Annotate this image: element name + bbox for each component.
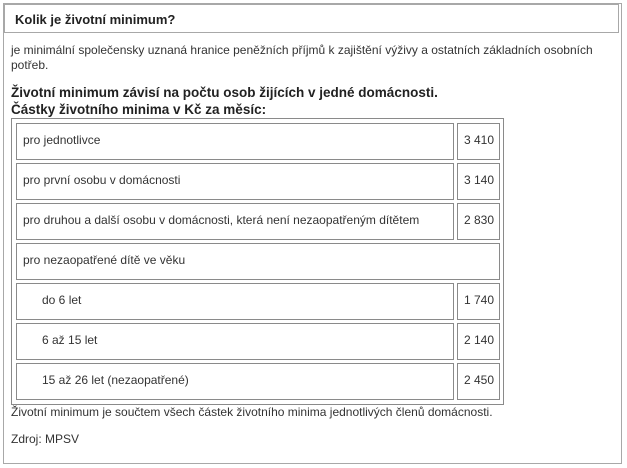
table-row-label: pro jednotlivce bbox=[16, 123, 454, 160]
minimum-table bbox=[11, 118, 504, 405]
section-heading-2: Částky životního minima v Kč za měsíc: bbox=[11, 102, 267, 117]
page-title: Kolik je životní minimum? bbox=[15, 12, 176, 27]
table-row-label: pro první osobu v domácnosti bbox=[16, 163, 454, 200]
table-row-group-label: pro nezaopatřené dítě ve věku bbox=[16, 243, 500, 280]
table-row-label: 6 až 15 let bbox=[16, 323, 454, 360]
section-heading-1: Životní minimum závisí na počtu osob žijících v jedné domácnosti. bbox=[11, 85, 438, 100]
table-row-value: 2 140 bbox=[457, 323, 500, 360]
source-label: Zdroj: MPSV bbox=[11, 432, 80, 446]
table-row-value: 2 450 bbox=[457, 363, 500, 400]
intro-text: je minimální společensky uznaná hranice peněžních příjmů k zajištění výživy a ostatních základních osobních potřeb. bbox=[11, 43, 593, 72]
table-row-label: pro druhou a další osobu v domácnosti, která není nezaopatřeným dítětem bbox=[16, 203, 454, 240]
footer-note: Životní minimum je součtem všech částek životního minima jednotlivých členů domácnosti. bbox=[11, 405, 493, 419]
table-row-value: 3 410 bbox=[457, 123, 500, 160]
table-row-label: 15 až 26 let (nezaopatřené) bbox=[16, 363, 454, 400]
header-bar bbox=[4, 4, 619, 33]
table-row-label: do 6 let bbox=[16, 283, 454, 320]
table-row-value: 3 140 bbox=[457, 163, 500, 200]
table-row-value: 1 740 bbox=[457, 283, 500, 320]
table-row-value: 2 830 bbox=[457, 203, 500, 240]
